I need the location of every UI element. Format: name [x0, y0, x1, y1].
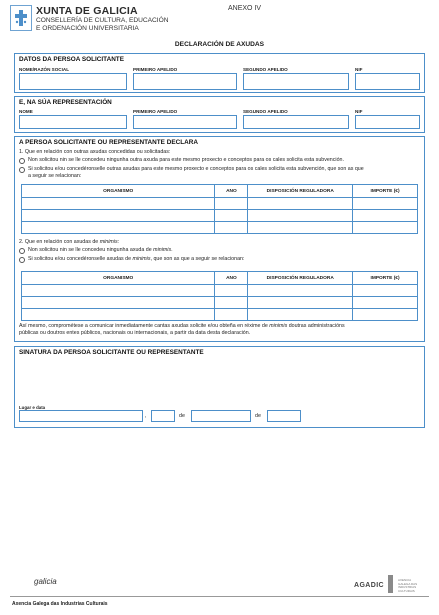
question-1: 1. Que en relación con outras axudas concedidas ou solicitadas:	[19, 149, 171, 155]
galicia-logo: galicia	[34, 577, 57, 586]
applicant-title: DATOS DA PERSOA SOLICITANTE	[19, 56, 124, 63]
applicant-name-field[interactable]	[19, 73, 127, 90]
col-header-year: ANO	[215, 185, 248, 198]
table-row[interactable]	[22, 198, 418, 210]
agadic-subtitle: AXENCIA GALEGA DAS INDUSTRIAS CULTURAIS	[398, 578, 418, 593]
day-field[interactable]	[151, 410, 175, 422]
cell[interactable]	[248, 285, 353, 297]
col-header-amount: IMPORTE (€)	[353, 185, 418, 198]
q1-option-yes-radio[interactable]	[19, 167, 25, 173]
field-label-rep-first-surname: PRIMEIRO APELIDO	[133, 109, 178, 114]
field-label-second-surname: SEGUNDO APELIDO	[243, 67, 288, 72]
field-label-name: NOME/RAZÓN SOCIAL	[19, 67, 70, 72]
signature-title: SINATURA DA PERSOA SOLICITANTE OU REPRESENTANTE	[19, 349, 204, 356]
cell[interactable]	[248, 210, 353, 222]
separator-de-2: de	[255, 413, 261, 419]
cell[interactable]	[353, 210, 418, 222]
table-row[interactable]	[22, 222, 418, 234]
q1-option-yes-label: Si solicitou e/ou concedéronselle outras axudas para este mesmo proxecto e conceptos para os cales solicita esta subvención, que son as que a seguir se relacionan:	[28, 166, 364, 179]
cell[interactable]	[215, 198, 248, 210]
place-date-label: Lugar e data	[19, 405, 46, 410]
q1-option-none-radio[interactable]	[19, 158, 25, 164]
rep-name-field[interactable]	[19, 115, 127, 129]
brand-name: XUNTA DE GALICIA	[36, 5, 138, 17]
table-header-row	[22, 272, 418, 285]
signature-section	[14, 346, 425, 428]
declaration-section	[14, 136, 425, 342]
col-header-organism: ORGANISMO	[22, 185, 215, 198]
xunta-logo-icon	[10, 5, 32, 31]
cell[interactable]	[248, 222, 353, 234]
cell[interactable]	[215, 309, 248, 321]
cell[interactable]	[22, 198, 215, 210]
document-title: DECLARACIÓN DE AXUDAS	[174, 41, 265, 48]
separator-de-1: de	[179, 413, 185, 419]
col-header-amount: IMPORTE (€)	[353, 272, 418, 285]
cell[interactable]	[353, 222, 418, 234]
cell[interactable]	[215, 222, 248, 234]
cell[interactable]	[353, 198, 418, 210]
year-field[interactable]	[267, 410, 301, 422]
field-label-rep-nif: NIF	[355, 109, 363, 114]
separator-comma: ,	[145, 413, 147, 419]
cell[interactable]	[22, 285, 215, 297]
cell[interactable]	[248, 309, 353, 321]
field-label-rep-name: NOME	[19, 109, 33, 114]
month-field[interactable]	[191, 410, 251, 422]
aid-table-1	[21, 184, 418, 234]
rep-first-surname-field[interactable]	[133, 115, 237, 129]
table-row[interactable]	[22, 210, 418, 222]
question-2: 2. Que en relación con axudas de minimis:	[19, 239, 120, 245]
cell[interactable]	[22, 222, 215, 234]
cell[interactable]	[22, 297, 215, 309]
cell[interactable]	[215, 285, 248, 297]
cell[interactable]	[215, 297, 248, 309]
field-label-rep-second-surname: SEGUNDO APELIDO	[243, 109, 288, 114]
annex-label: ANEXO IV	[228, 5, 262, 12]
cell[interactable]	[22, 309, 215, 321]
place-field[interactable]	[19, 410, 143, 422]
cell[interactable]	[248, 198, 353, 210]
applicant-second-surname-field[interactable]	[243, 73, 349, 90]
cell[interactable]	[248, 297, 353, 309]
q1-option-none-label: Non solicitou nin se lle concedeu ningunha outra axuda para este mesmo proxecto e conceptos para os cales solicita esta subvención.	[28, 157, 344, 163]
agency-name: Axencia Galega das Industrias Culturais	[12, 601, 108, 607]
applicant-section	[14, 53, 425, 93]
col-header-regulation: DISPOSICIÓN REGULADORA	[248, 272, 353, 285]
q2-option-yes-label: Si solicitou e/ou concedéronselle axudas de minimis, que son as que a seguir se relacionan:	[28, 256, 245, 262]
rep-second-surname-field[interactable]	[243, 115, 349, 129]
declaration-title: A PERSOA SOLICITANTE OU REPRESENTANTE DECLARA	[19, 139, 198, 146]
table-row[interactable]	[22, 285, 418, 297]
field-label-first-surname: PRIMEIRO APELIDO	[133, 67, 178, 72]
q2-option-none-label: Non solicitou nin se lle concedeu ningunha axuda de minimis.	[28, 247, 173, 253]
aid-table-2	[21, 271, 418, 321]
representative-title: E, NA SÚA REPRESENTACIÓN	[19, 99, 112, 106]
applicant-first-surname-field[interactable]	[133, 73, 237, 90]
agadic-logo: AGADIC	[354, 582, 385, 589]
table-row[interactable]	[22, 309, 418, 321]
col-header-organism: ORGANISMO	[22, 272, 215, 285]
col-header-year: ANO	[215, 272, 248, 285]
q2-option-yes-radio[interactable]	[19, 257, 25, 263]
cell[interactable]	[353, 285, 418, 297]
cell[interactable]	[353, 297, 418, 309]
cell[interactable]	[215, 210, 248, 222]
field-label-nif: NIF	[355, 67, 363, 72]
commitment-text: Así mesmo, comprométese a comunicar inmediatamente cantas axudas solicite e/ou obteña en réxime de minimis doutras administracións públicas ou doutros entes públicos, nacionais ou internacionais, a partir da data desta declaración.	[19, 323, 345, 336]
cell[interactable]	[353, 309, 418, 321]
footer-divider	[10, 596, 429, 597]
representative-section	[14, 96, 425, 133]
col-header-regulation: DISPOSICIÓN REGULADORA	[248, 185, 353, 198]
q2-option-none-radio[interactable]	[19, 248, 25, 254]
rep-nif-field[interactable]	[355, 115, 420, 129]
table-row[interactable]	[22, 297, 418, 309]
department-name: CONSELLERÍA DE CULTURA, EDUCACIÓN E ORDENACIÓN UNIVERSITARIA	[36, 17, 169, 32]
applicant-nif-field[interactable]	[355, 73, 420, 90]
cell[interactable]	[22, 210, 215, 222]
table-header-row	[22, 185, 418, 198]
